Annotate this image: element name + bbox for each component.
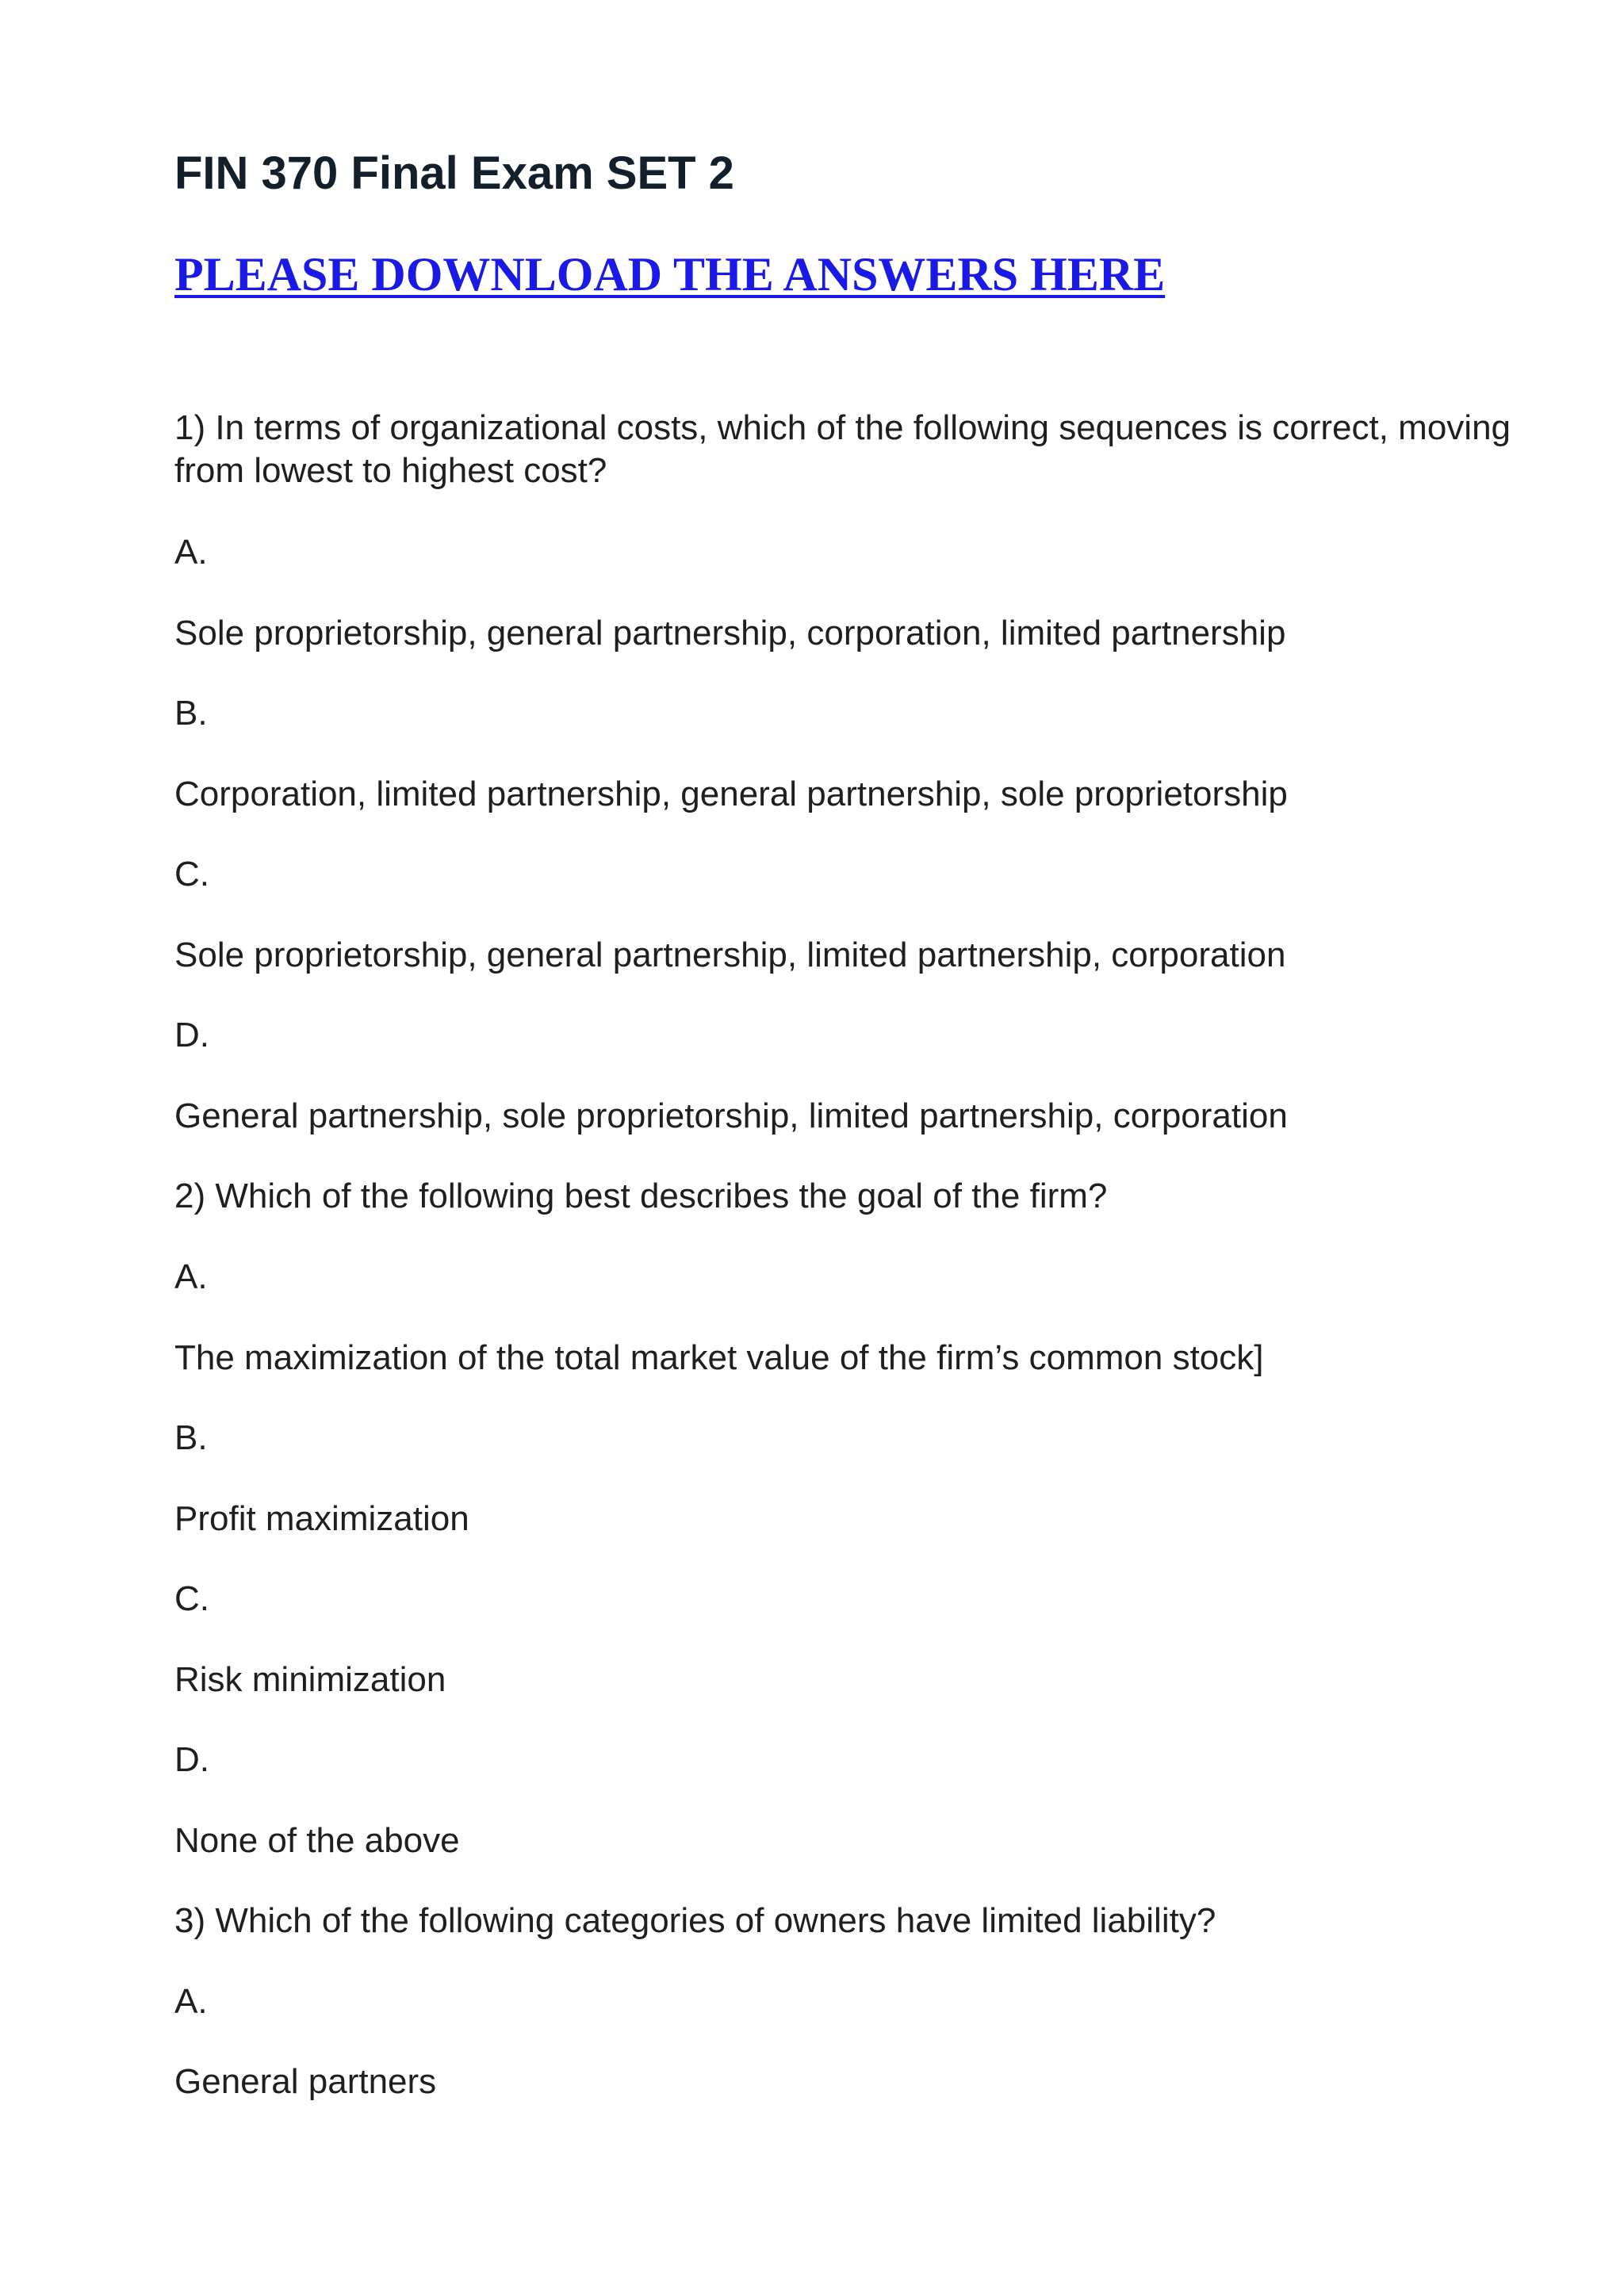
question-2-option-a-letter: A.	[174, 1257, 208, 1296]
question-2-option-b-letter: B.	[174, 1418, 208, 1457]
question-1-option-a-letter: A.	[174, 533, 208, 572]
download-answers-link[interactable]: PLEASE DOWNLOAD THE ANSWERS HERE	[174, 248, 1166, 300]
question-2-option-a-text: The maximization of the total market value of the firm’s common stock]	[174, 1338, 1264, 1377]
question-1-option-b-letter: B.	[174, 694, 208, 733]
question-1-option-c-letter: C.	[174, 855, 209, 894]
question-2-option-d-text: None of the above	[174, 1821, 460, 1860]
question-1-option-a-text: Sole proprietorship, general partnership, corporation, limited partnership	[174, 614, 1286, 652]
question-3-option-a-letter: A.	[174, 1982, 208, 2021]
question-1-option-b-text: Corporation, limited partnership, general partnership, sole proprietorship	[174, 775, 1288, 813]
question-3-text: 3) Which of the following categories of owners have limited liability?	[174, 1901, 1216, 1940]
question-1-text: 1) In terms of organizational costs, which of the following sequences is correct, moving from lowest to highest cost?	[174, 408, 1511, 490]
question-1-option-c-text: Sole proprietorship, general partnership, limited partnership, corporation	[174, 936, 1286, 974]
question-3-option-a-text: General partners	[174, 2062, 437, 2101]
question-2-option-c-text: Risk minimization	[174, 1660, 446, 1699]
question-2-text: 2) Which of the following best describes the goal of the firm?	[174, 1177, 1108, 1215]
question-2-option-d-letter: D.	[174, 1740, 209, 1779]
question-2-option-c-letter: C.	[174, 1579, 209, 1618]
document-title: FIN 370 Final Exam SET 2	[174, 147, 734, 199]
question-2-option-b-text: Profit maximization	[174, 1499, 469, 1538]
question-1-option-d-letter: D.	[174, 1016, 209, 1054]
question-1-option-d-text: General partnership, sole proprietorship, limited partnership, corporation	[174, 1096, 1288, 1135]
